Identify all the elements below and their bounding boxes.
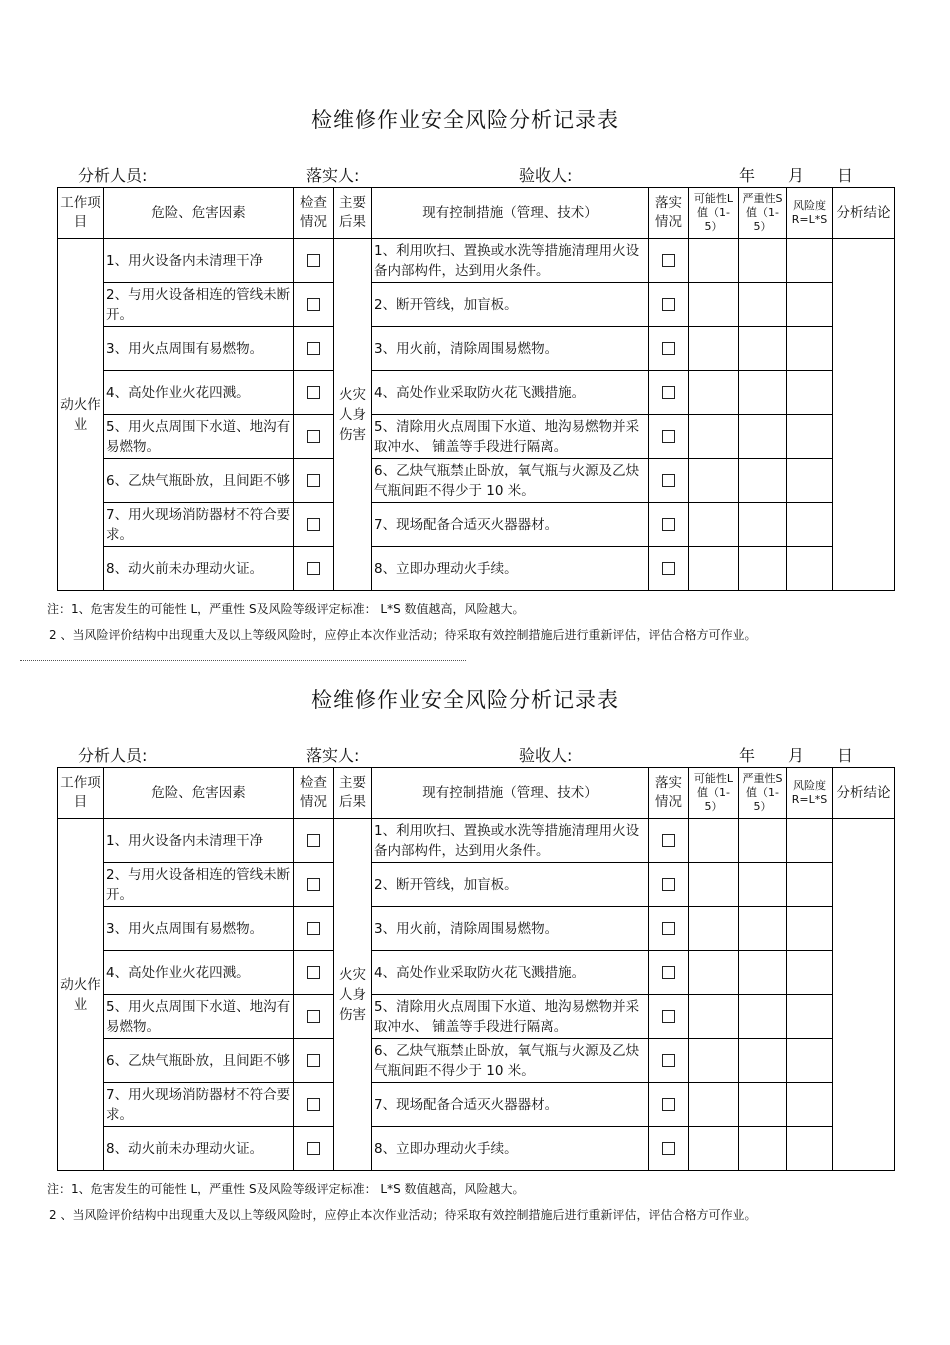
severity-cell[interactable] <box>739 995 787 1039</box>
hazard-cell: 7、用火现场消防器材不符合要求。 <box>104 1083 294 1127</box>
note-2: 2 、当风险评价结构中出现重大及以上等级风险时，应停止本次作业活动；待采取有效控制措施后进行重新评估，评估合格方可作业。 <box>49 1208 757 1222</box>
check-status-cell[interactable] <box>294 547 334 591</box>
table-row <box>58 995 895 1039</box>
check-status-cell[interactable] <box>294 1039 334 1083</box>
likelihood-cell[interactable] <box>689 459 739 503</box>
severity-cell[interactable] <box>739 327 787 371</box>
checkbox[interactable] <box>307 518 320 531</box>
checkbox[interactable] <box>662 430 675 443</box>
likelihood-cell[interactable] <box>689 863 739 907</box>
month-label: 月 <box>788 166 805 185</box>
checkbox[interactable] <box>307 1054 320 1067</box>
table-row <box>58 415 895 459</box>
header-severity: 严重性S值（1-5） <box>739 768 787 819</box>
header-check-status: 检查情况 <box>294 188 334 239</box>
consequence-cell: 火灾人身伤害 <box>334 819 372 1171</box>
header-main-consequence: 主要后果 <box>334 188 372 239</box>
likelihood-cell[interactable] <box>689 415 739 459</box>
implementation-cell[interactable] <box>649 371 689 415</box>
table-row <box>58 327 895 371</box>
work-item-cell: 动火作业 <box>58 239 104 591</box>
implementation-cell[interactable] <box>649 1127 689 1171</box>
table-row <box>58 1039 895 1083</box>
header-likelihood: 可能性L值（1-5） <box>689 188 739 239</box>
checkbox[interactable] <box>662 518 675 531</box>
severity-cell[interactable] <box>739 819 787 863</box>
check-status-cell[interactable] <box>294 239 334 283</box>
hazard-cell: 1、用火设备内未清理干净 <box>104 819 294 863</box>
implementation-cell[interactable] <box>649 951 689 995</box>
table-row <box>58 1127 895 1171</box>
checkbox[interactable] <box>307 922 320 935</box>
implementation-cell[interactable] <box>649 459 689 503</box>
day-label: 日 <box>837 746 854 765</box>
control-cell: 2、断开管线，加盲板。 <box>372 863 649 907</box>
risk-degree-cell[interactable] <box>787 239 833 283</box>
likelihood-cell[interactable] <box>689 819 739 863</box>
checkbox[interactable] <box>307 878 320 891</box>
control-cell: 4、高处作业采取防火花飞溅措施。 <box>372 951 649 995</box>
risk-degree-cell[interactable] <box>787 907 833 951</box>
likelihood-cell[interactable] <box>689 547 739 591</box>
control-cell: 2、断开管线，加盲板。 <box>372 283 649 327</box>
form-title: 检维修作业安全风险分析记录表 <box>311 688 619 712</box>
hazard-cell: 4、高处作业火花四溅。 <box>104 951 294 995</box>
dotted-divider <box>20 660 466 661</box>
implementation-cell[interactable] <box>649 327 689 371</box>
work-item-cell: 动火作业 <box>58 819 104 1171</box>
severity-cell[interactable] <box>739 863 787 907</box>
checkbox[interactable] <box>307 966 320 979</box>
check-status-cell[interactable] <box>294 907 334 951</box>
checkbox[interactable] <box>662 834 675 847</box>
hazard-cell: 6、乙炔气瓶卧放，且间距不够 <box>104 1039 294 1083</box>
table-row <box>58 547 895 591</box>
control-cell: 6、乙炔气瓶禁止卧放，氧气瓶与火源及乙炔气瓶间距不得少于 10 米。 <box>372 1039 649 1083</box>
risk-degree-cell[interactable] <box>787 1127 833 1171</box>
hazard-cell: 5、用火点周围下水道、地沟有易燃物。 <box>104 995 294 1039</box>
conclusion-cell[interactable] <box>833 819 895 1171</box>
table-row <box>58 951 895 995</box>
severity-cell[interactable] <box>739 907 787 951</box>
hazard-cell: 3、用火点周围有易燃物。 <box>104 327 294 371</box>
risk-table <box>57 767 895 1171</box>
risk-degree-cell[interactable] <box>787 995 833 1039</box>
table-row <box>58 907 895 951</box>
consequence-cell: 火灾人身伤害 <box>334 239 372 591</box>
severity-cell[interactable] <box>739 503 787 547</box>
control-cell: 1、利用吹扫、置换或水洗等措施清理用火设备内部构件，达到用火条件。 <box>372 819 649 863</box>
checkbox[interactable] <box>307 562 320 575</box>
implementation-cell[interactable] <box>649 547 689 591</box>
control-cell: 3、用火前，清除周围易燃物。 <box>372 907 649 951</box>
table-row <box>58 503 895 547</box>
acceptor-label: 验收人: <box>519 166 573 185</box>
table-row <box>58 371 895 415</box>
check-status-cell[interactable] <box>294 459 334 503</box>
checkbox[interactable] <box>662 298 675 311</box>
control-cell: 4、高处作业采取防火花飞溅措施。 <box>372 371 649 415</box>
implementation-cell[interactable] <box>649 1039 689 1083</box>
risk-degree-cell[interactable] <box>787 371 833 415</box>
header-severity: 严重性S值（1-5） <box>739 188 787 239</box>
checkbox[interactable] <box>662 878 675 891</box>
table-row <box>58 283 895 327</box>
implementer-label: 落实人: <box>306 746 360 765</box>
analyst-label: 分析人员: <box>78 746 148 765</box>
severity-cell[interactable] <box>739 1039 787 1083</box>
note-1: 注：1、危害发生的可能性 L，严重性 S及风险等级评定标准： L*S 数值越高，风险越大。 <box>47 602 525 616</box>
hazard-cell: 4、高处作业火花四溅。 <box>104 371 294 415</box>
severity-cell[interactable] <box>739 371 787 415</box>
check-status-cell[interactable] <box>294 371 334 415</box>
implementation-cell[interactable] <box>649 995 689 1039</box>
likelihood-cell[interactable] <box>689 907 739 951</box>
checkbox[interactable] <box>307 298 320 311</box>
check-status-cell[interactable] <box>294 1127 334 1171</box>
check-status-cell[interactable] <box>294 951 334 995</box>
check-status-cell[interactable] <box>294 327 334 371</box>
checkbox[interactable] <box>662 966 675 979</box>
header-work-item: 工作项目 <box>58 188 104 239</box>
form-title: 检维修作业安全风险分析记录表 <box>311 108 619 132</box>
table-row <box>58 239 895 283</box>
checkbox[interactable] <box>307 342 320 355</box>
checkbox[interactable] <box>662 1098 675 1111</box>
risk-degree-cell[interactable] <box>787 327 833 371</box>
implementation-cell[interactable] <box>649 503 689 547</box>
risk-degree-cell[interactable] <box>787 951 833 995</box>
risk-degree-cell[interactable] <box>787 819 833 863</box>
implementation-cell[interactable] <box>649 907 689 951</box>
checkbox[interactable] <box>662 562 675 575</box>
likelihood-cell[interactable] <box>689 283 739 327</box>
implementation-cell[interactable] <box>649 415 689 459</box>
severity-cell[interactable] <box>739 547 787 591</box>
risk-degree-cell[interactable] <box>787 1083 833 1127</box>
implementation-cell[interactable] <box>649 863 689 907</box>
risk-degree-cell[interactable] <box>787 863 833 907</box>
likelihood-cell[interactable] <box>689 1127 739 1171</box>
table-row <box>58 819 895 863</box>
checkbox[interactable] <box>662 386 675 399</box>
implementation-cell[interactable] <box>649 283 689 327</box>
severity-cell[interactable] <box>739 415 787 459</box>
risk-degree-cell[interactable] <box>787 283 833 327</box>
header-row <box>58 768 895 819</box>
implementation-cell[interactable] <box>649 239 689 283</box>
severity-cell[interactable] <box>739 459 787 503</box>
note-1: 注：1、危害发生的可能性 L，严重性 S及风险等级评定标准： L*S 数值越高，风险越大。 <box>47 1182 525 1196</box>
check-status-cell[interactable] <box>294 415 334 459</box>
header-controls: 现有控制措施（管理、技术） <box>372 188 649 239</box>
header-check-status: 检查情况 <box>294 768 334 819</box>
checkbox[interactable] <box>662 1142 675 1155</box>
header-main-consequence: 主要后果 <box>334 768 372 819</box>
header-hazards: 危险、危害因素 <box>104 188 294 239</box>
check-status-cell[interactable] <box>294 995 334 1039</box>
likelihood-cell[interactable] <box>689 1083 739 1127</box>
implementation-cell[interactable] <box>649 1083 689 1127</box>
hazard-cell: 8、动火前未办理动火证。 <box>104 547 294 591</box>
severity-cell[interactable] <box>739 951 787 995</box>
header-hazards: 危险、危害因素 <box>104 768 294 819</box>
month-label: 月 <box>788 746 805 765</box>
hazard-cell: 7、用火现场消防器材不符合要求。 <box>104 503 294 547</box>
severity-cell[interactable] <box>739 1127 787 1171</box>
hazard-cell: 5、用火点周围下水道、地沟有易燃物。 <box>104 415 294 459</box>
checkbox[interactable] <box>662 922 675 935</box>
likelihood-cell[interactable] <box>689 327 739 371</box>
table-row <box>58 863 895 907</box>
header-risk-degree: 风险度R=L*S <box>787 188 833 239</box>
check-status-cell[interactable] <box>294 863 334 907</box>
hazard-cell: 2、与用火设备相连的管线未断开。 <box>104 283 294 327</box>
control-cell: 8、立即办理动火手续。 <box>372 547 649 591</box>
acceptor-label: 验收人: <box>519 746 573 765</box>
likelihood-cell[interactable] <box>689 995 739 1039</box>
header-implementation: 落实情况 <box>649 768 689 819</box>
checkbox[interactable] <box>307 386 320 399</box>
check-status-cell[interactable] <box>294 503 334 547</box>
control-cell: 3、用火前，清除周围易燃物。 <box>372 327 649 371</box>
check-status-cell[interactable] <box>294 283 334 327</box>
header-work-item: 工作项目 <box>58 768 104 819</box>
hazard-cell: 1、用火设备内未清理干净 <box>104 239 294 283</box>
hazard-cell: 2、与用火设备相连的管线未断开。 <box>104 863 294 907</box>
control-cell: 7、现场配备合适灭火器器材。 <box>372 1083 649 1127</box>
header-controls: 现有控制措施（管理、技术） <box>372 768 649 819</box>
header-conclusion: 分析结论 <box>833 188 895 239</box>
check-status-cell[interactable] <box>294 819 334 863</box>
checkbox[interactable] <box>307 834 320 847</box>
likelihood-cell[interactable] <box>689 503 739 547</box>
year-label: 年 <box>739 746 756 765</box>
likelihood-cell[interactable] <box>689 951 739 995</box>
hazard-cell: 6、乙炔气瓶卧放，且间距不够 <box>104 459 294 503</box>
risk-degree-cell[interactable] <box>787 503 833 547</box>
control-cell: 5、清除用火点周围下水道、地沟易燃物并采取冲水、 铺盖等手段进行隔离。 <box>372 415 649 459</box>
likelihood-cell[interactable] <box>689 371 739 415</box>
year-label: 年 <box>739 166 756 185</box>
header-conclusion: 分析结论 <box>833 768 895 819</box>
likelihood-cell[interactable] <box>689 239 739 283</box>
risk-degree-cell[interactable] <box>787 415 833 459</box>
checkbox[interactable] <box>662 342 675 355</box>
analyst-label: 分析人员: <box>78 166 148 185</box>
risk-table <box>57 187 895 591</box>
risk-degree-cell[interactable] <box>787 459 833 503</box>
control-cell: 8、立即办理动火手续。 <box>372 1127 649 1171</box>
conclusion-cell[interactable] <box>833 239 895 591</box>
checkbox[interactable] <box>307 1098 320 1111</box>
severity-cell[interactable] <box>739 239 787 283</box>
hazard-cell: 8、动火前未办理动火证。 <box>104 1127 294 1171</box>
checkbox[interactable] <box>307 1142 320 1155</box>
day-label: 日 <box>837 166 854 185</box>
risk-degree-cell[interactable] <box>787 1039 833 1083</box>
checkbox[interactable] <box>662 254 675 267</box>
control-cell: 1、利用吹扫、置换或水洗等措施清理用火设备内部构件，达到用火条件。 <box>372 239 649 283</box>
likelihood-cell[interactable] <box>689 1039 739 1083</box>
checkbox[interactable] <box>662 474 675 487</box>
checkbox[interactable] <box>307 1010 320 1023</box>
check-status-cell[interactable] <box>294 1083 334 1127</box>
control-cell: 5、清除用火点周围下水道、地沟易燃物并采取冲水、 铺盖等手段进行隔离。 <box>372 995 649 1039</box>
implementer-label: 落实人: <box>306 166 360 185</box>
table-row <box>58 459 895 503</box>
header-likelihood: 可能性L值（1-5） <box>689 768 739 819</box>
control-cell: 7、现场配备合适灭火器器材。 <box>372 503 649 547</box>
severity-cell[interactable] <box>739 283 787 327</box>
risk-degree-cell[interactable] <box>787 547 833 591</box>
table-row <box>58 1083 895 1127</box>
header-risk-degree: 风险度R=L*S <box>787 768 833 819</box>
checkbox[interactable] <box>662 1010 675 1023</box>
header-row <box>58 188 895 239</box>
header-implementation: 落实情况 <box>649 188 689 239</box>
checkbox[interactable] <box>662 1054 675 1067</box>
hazard-cell: 3、用火点周围有易燃物。 <box>104 907 294 951</box>
severity-cell[interactable] <box>739 1083 787 1127</box>
checkbox[interactable] <box>307 474 320 487</box>
control-cell: 6、乙炔气瓶禁止卧放，氧气瓶与火源及乙炔气瓶间距不得少于 10 米。 <box>372 459 649 503</box>
checkbox[interactable] <box>307 254 320 267</box>
checkbox[interactable] <box>307 430 320 443</box>
implementation-cell[interactable] <box>649 819 689 863</box>
note-2: 2 、当风险评价结构中出现重大及以上等级风险时，应停止本次作业活动；待采取有效控制措施后进行重新评估，评估合格方可作业。 <box>49 628 757 642</box>
